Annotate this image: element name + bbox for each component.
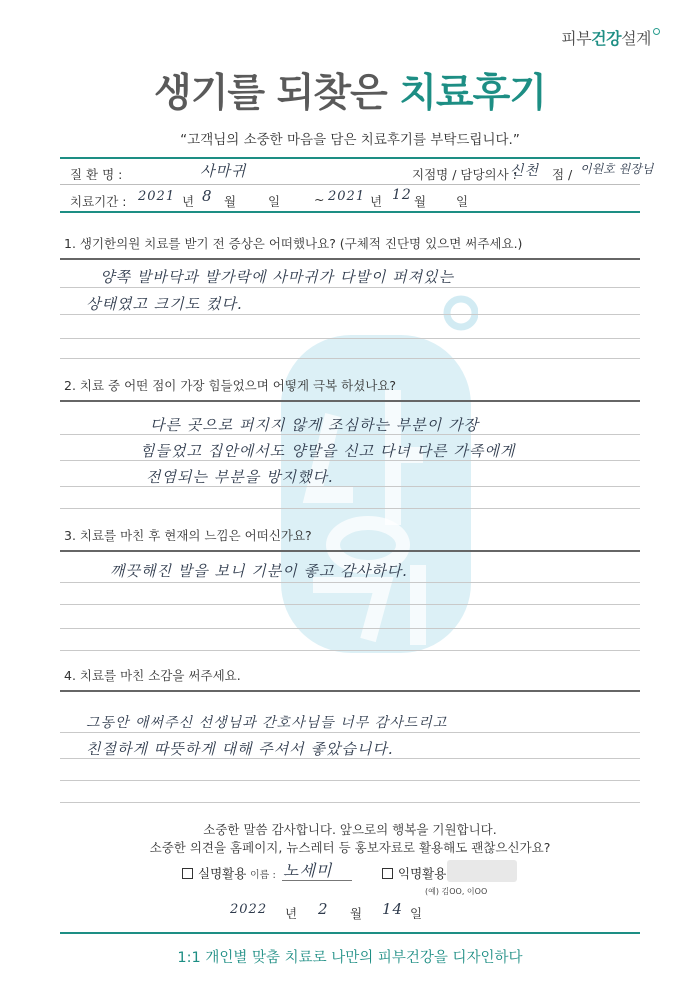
form-mid-rule [60, 184, 640, 185]
doctor-value: 이원호 원장님 [580, 162, 654, 176]
brand-highlight: 건강 [591, 29, 622, 48]
writing-line [60, 780, 640, 781]
start-month: 8 [202, 187, 213, 205]
real-name-checkbox[interactable] [182, 868, 193, 879]
footer-slogan: 1:1 개인별 맞춤 치료로 나만의 피부건강을 디자인하다 [177, 950, 523, 966]
disease-value: 사마귀 [200, 162, 247, 180]
answer-2-line-2: 힘들었고 집안에서도 양말을 신고 다녀 다른 가족에게 [140, 442, 516, 460]
anon-option[interactable] [382, 864, 446, 882]
sign-year: 2022 [230, 902, 268, 917]
answer-3-line-1: 깨끗해진 발을 보니 기분이 좋고 감사하다. [110, 562, 408, 580]
writing-line [60, 460, 640, 461]
branch-suffix: 점 / [552, 167, 573, 182]
closing-consent-question: 소중한 의견을 홈페이지, 뉴스레터 등 홍보자료로 활용해도 괜찮으신가요? [149, 840, 551, 855]
brand-dot-icon [653, 28, 660, 35]
writing-line [60, 508, 640, 509]
answer-1-line-2: 상태였고 크기도 컸다. [86, 295, 243, 313]
form-top-rule [60, 157, 640, 159]
end-year-unit: 년 [370, 194, 383, 209]
writing-line [60, 604, 640, 605]
writing-line [60, 802, 640, 803]
question-2-label: 2. 치료 중 어떤 점이 가장 힘들었으며 어떻게 극복 하셨나요? [64, 378, 397, 393]
end-year: 2021 [328, 189, 366, 204]
answer-2-line-1: 다른 곳으로 퍼지지 않게 조심하는 부분이 가장 [150, 416, 479, 434]
writing-line [60, 628, 640, 629]
anon-checkbox[interactable] [382, 868, 393, 879]
footer-rule [60, 932, 640, 934]
page-subtitle: “고객님의 소중한 마음을 담은 치료후기를 부탁드립니다.” [180, 132, 520, 148]
end-month-unit: 월 [414, 194, 427, 209]
end-month: 12 [392, 187, 412, 203]
title-main: 생기를 되찾은 [154, 71, 387, 116]
end-day-unit: 일 [456, 194, 469, 209]
brand-suffix: 설계 [621, 29, 651, 48]
sign-day-unit: 일 [410, 906, 423, 921]
writing-line [60, 486, 640, 487]
brand-logo [561, 26, 660, 49]
writing-line [60, 358, 640, 359]
question-4-rule [60, 690, 640, 692]
question-4-label: 4. 치료를 마친 소감을 써주세요. [64, 668, 241, 683]
writing-line [60, 338, 640, 339]
writing-line [60, 582, 640, 583]
writing-line [60, 758, 640, 759]
period-tilde: ~ [314, 192, 325, 207]
sign-month-unit: 월 [350, 906, 363, 921]
real-name-label: 실명활용 [198, 866, 247, 881]
period-label: 치료기간 : [70, 194, 127, 209]
brand-prefix: 피부 [561, 29, 592, 48]
closing-thanks: 소중한 말씀 감사합니다. 앞으로의 행복을 기원합니다. [203, 822, 497, 837]
anon-example: (예) 김OO, 이OO [425, 887, 488, 896]
start-day-unit: 일 [268, 194, 281, 209]
form-bottom-rule [60, 211, 640, 213]
sign-day: 14 [382, 900, 404, 918]
question-1-label: 1. 생기한의원 치료를 받기 전 증상은 어떠했나요? (구체적 진단명 있으면 써주세요.) [64, 236, 523, 251]
question-2-rule [60, 400, 640, 402]
branch-value: 신천 [510, 163, 540, 179]
question-1-rule [60, 258, 640, 260]
writing-line [60, 287, 640, 288]
question-3-label: 3. 치료를 마친 후 현재의 느낌은 어떠신가요? [64, 528, 312, 543]
sign-year-unit: 년 [285, 906, 298, 921]
title-accent: 치료후기 [399, 71, 546, 116]
writing-line [60, 650, 640, 651]
writing-line [60, 732, 640, 733]
anon-label: 익명활용 [398, 866, 447, 881]
branch-label: 지점명 / 담당의사 : [412, 167, 517, 182]
answer-2-line-3: 전염되는 부분을 방지했다. [146, 468, 334, 486]
real-name-option[interactable] [182, 864, 246, 882]
page-title [0, 62, 700, 118]
writing-line [60, 434, 640, 435]
question-3-rule [60, 550, 640, 552]
redacted-field [447, 860, 517, 882]
start-month-unit: 월 [224, 194, 237, 209]
sign-month: 2 [318, 900, 329, 918]
answer-4-line-1: 그동안 애써주신 선생님과 간호사님들 너무 감사드리고 [86, 715, 448, 731]
name-underline [282, 880, 352, 881]
writing-line [60, 314, 640, 315]
start-year: 2021 [138, 189, 176, 204]
answer-4-line-2: 친절하게 따뜻하게 대해 주셔서 좋았습니다. [86, 740, 394, 758]
answer-1-line-1: 양쪽 발바닥과 발가락에 사마귀가 다발이 퍼져있는 [100, 268, 455, 286]
name-value: 노세미 [283, 861, 333, 880]
start-year-unit: 년 [182, 194, 195, 209]
disease-label: 질 환 명 : [70, 167, 123, 182]
name-label: 이름 : [250, 870, 276, 881]
